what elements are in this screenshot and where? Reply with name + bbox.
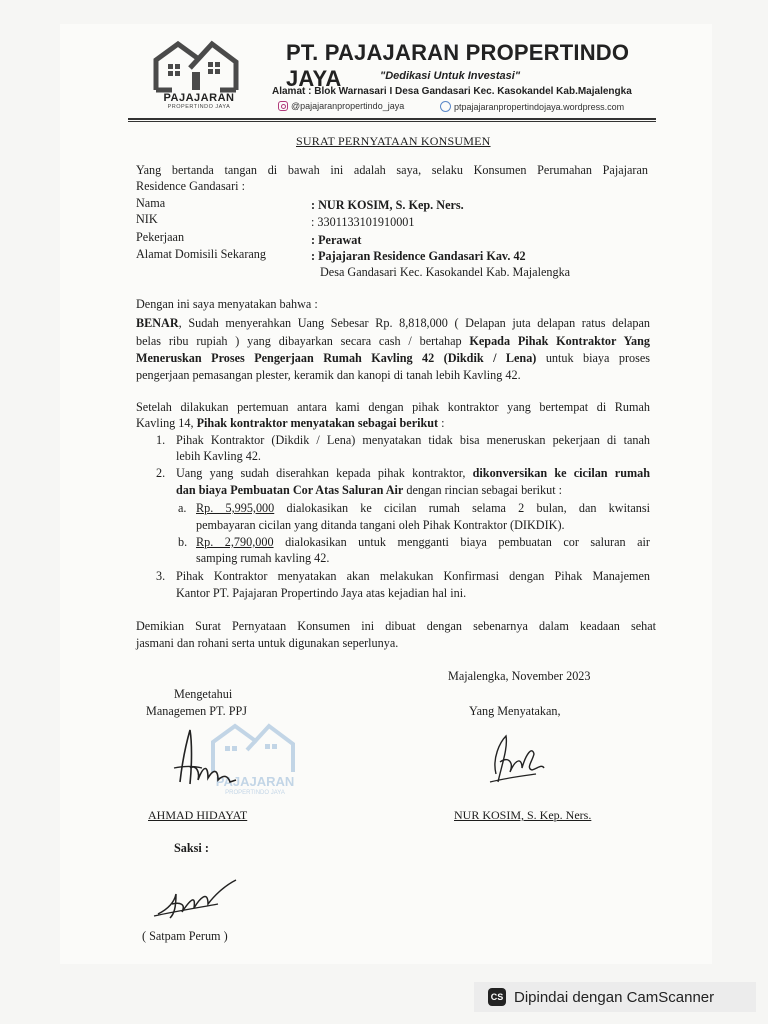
statement-purpose: untuk biaya proses xyxy=(536,351,651,365)
camscanner-icon: CS xyxy=(488,988,506,1006)
field-value-nama: : NUR KOSIM, S. Kep. Ners. xyxy=(311,198,464,212)
point-b-letter: b. xyxy=(178,535,188,549)
point-b-text: dialokasikan untuk mengganti biaya pembuatan cor saluran air xyxy=(273,535,650,549)
company-address: Alamat : Blok Warnasari I Desa Gandasari Kec. Kasokandel Kab.Majalengka xyxy=(272,86,632,97)
instagram-handle: @pajajaranpropertindo_jaya xyxy=(291,101,405,111)
meeting-location: Kavling 14, xyxy=(136,416,197,430)
field-value-nik: : 3301133101910001 xyxy=(311,215,415,229)
meeting-line-2 xyxy=(136,415,445,431)
statement-benar: BENAR xyxy=(136,316,179,330)
point-a-amount: Rp. 5,995,000 xyxy=(196,501,275,515)
point-a-text: dialokasikan ke cicilan rumah selama 2 bulan, dan kwitansi xyxy=(274,501,650,515)
field-label-alamat: Alamat Domisili Sekarang xyxy=(136,247,266,261)
point-a-line-2: pembayaran cicilan yang ditanda tangani oleh Pihak Kontraktor (DIKDIK). xyxy=(196,518,565,532)
point-2-line-2 xyxy=(176,482,562,498)
point-3-number: 3. xyxy=(156,569,166,583)
field-value-pekerjaan: : Perawat xyxy=(311,233,362,247)
point-1-line-2: lebih Kavling 42. xyxy=(176,449,261,463)
point-3-line-1: Pihak Kontraktor menyatakan akan melakukan Konfirmasi dengan Pihak Manajemen xyxy=(176,569,650,583)
field-label-pekerjaan: Pekerjaan xyxy=(136,230,185,244)
right-signature xyxy=(486,728,548,793)
stamp-name: PAJAJARAN xyxy=(215,774,295,789)
field-label-nama: Nama xyxy=(136,196,166,210)
point-3-line-2: Kantor PT. Pajajaran Propertindo Jaya atas kejadian hal ini. xyxy=(176,586,467,600)
point-b-line-1 xyxy=(196,534,650,550)
statement-payment: belas ribu rupiah ) yang dibayarkan secara cash / bertahap xyxy=(136,334,470,348)
witness-title: Saksi : xyxy=(174,841,209,855)
field-value-alamat-line2: Desa Gandasari Kec. Kasokandel Kab. Majalengka xyxy=(320,265,571,279)
place-date: Majalengka, November 2023 xyxy=(448,669,591,683)
instagram-contact xyxy=(278,101,404,111)
witness-name: ( Satpam Perum ) xyxy=(142,929,228,943)
field-value-alamat: : Pajajaran Residence Gandasari Kav. 42 xyxy=(311,249,526,263)
company-name: PT. PAJAJARAN PROPERTINDO JAYA xyxy=(286,40,630,91)
meeting-line-1: Setelah dilakukan pertemuan antara kami dengan pihak kontraktor yang bertempat di Rumah xyxy=(136,400,650,414)
statement-amount: , Sudah menyerahkan Uang Sebesar Rp. 8,818,000 ( Delapan juta delapan ratus delapan xyxy=(178,316,650,330)
logo-subtitle: PROPERTINDO JAYA xyxy=(167,104,231,110)
point-1-number: 1. xyxy=(156,433,166,447)
statement-process: Meneruskan Proses Pengerjaan Rumah Kavling 42 (Dikdik / Lena) xyxy=(136,351,537,365)
point-2-detail: dengan rincian sebagai berikut : xyxy=(403,483,563,497)
website-contact xyxy=(440,101,624,112)
point-b-amount: Rp. 2,790,000 xyxy=(196,535,274,549)
instagram-icon xyxy=(278,101,288,111)
witness-signature xyxy=(152,874,244,929)
statement-contractor: Kepada Pihak Kontraktor Yang xyxy=(469,334,650,348)
left-sign-title-2: Managemen PT. PPJ xyxy=(146,704,247,718)
statement-line-1 xyxy=(136,315,650,331)
logo-name: PAJAJARAN xyxy=(163,92,235,104)
right-sign-title: Yang Menyatakan, xyxy=(469,704,561,718)
left-signer-name: AHMAD HIDAYAT xyxy=(148,808,248,822)
intro-line-1: Yang bertanda tangan di bawah ini adalah saya, selaku Konsumen Perumahan Pajajaran xyxy=(136,163,648,177)
document-title: SURAT PERNYATAAN KONSUMEN xyxy=(296,134,491,148)
point-2-conversion: dikonversikan ke cicilan rumah xyxy=(472,466,650,480)
camscanner-watermark xyxy=(474,982,756,1012)
point-1-line-1: Pihak Kontraktor (Dikdik / Lena) menyatakan tidak bisa meneruskan pekerjaan di tanah xyxy=(176,433,650,447)
point-a-line-1 xyxy=(196,500,650,516)
statement-line-2 xyxy=(136,333,650,349)
globe-icon xyxy=(440,101,451,112)
meeting-heading: Pihak kontraktor menyatakan sebagai berikut xyxy=(196,416,439,430)
website-url: ptpajajaranpropertindojaya.wordpress.com xyxy=(454,101,625,112)
point-b-line-2: samping rumah kavling 42. xyxy=(196,551,330,565)
statement-line-3 xyxy=(136,350,650,366)
point-2-number: 2. xyxy=(156,466,166,480)
statement-line-4: pengerjaan pemasangan plester, keramik dan kanopi di tanah lebih Kavling 42. xyxy=(136,368,521,382)
closing-line-1: Demikian Surat Pernyataan Konsumen ini dibuat dengan sebenarnya dalam keadaan sehat xyxy=(136,619,656,633)
statement-intro: Dengan ini saya menyatakan bahwa : xyxy=(136,297,318,311)
point-2-text: Uang yang sudah diserahkan kepada pihak kontraktor, xyxy=(176,466,473,480)
closing-line-2: jasmani dan rohani serta untuk digunakan seperlunya. xyxy=(136,636,399,650)
meeting-colon: : xyxy=(438,416,445,430)
intro-line-2: Residence Gandasari : xyxy=(136,179,245,193)
point-2-cor: dan biaya Pembuatan Cor Atas Saluran Air xyxy=(176,483,404,497)
left-sign-title-1: Mengetahui xyxy=(174,687,233,701)
right-signer-name: NUR KOSIM, S. Kep. Ners. xyxy=(454,808,592,822)
left-signature xyxy=(172,724,242,797)
company-tagline: "Dedikasi Untuk Investasi" xyxy=(380,70,521,82)
camscanner-label: Dipindai dengan CamScanner xyxy=(514,988,715,1006)
point-a-letter: a. xyxy=(178,501,187,515)
point-2-line-1 xyxy=(176,465,650,481)
stamp-subtitle: PROPERTINDO JAYA xyxy=(225,790,285,796)
letterhead-divider xyxy=(128,118,656,120)
letterhead-divider-thin xyxy=(128,121,656,122)
field-label-nik: NIK xyxy=(136,212,158,226)
